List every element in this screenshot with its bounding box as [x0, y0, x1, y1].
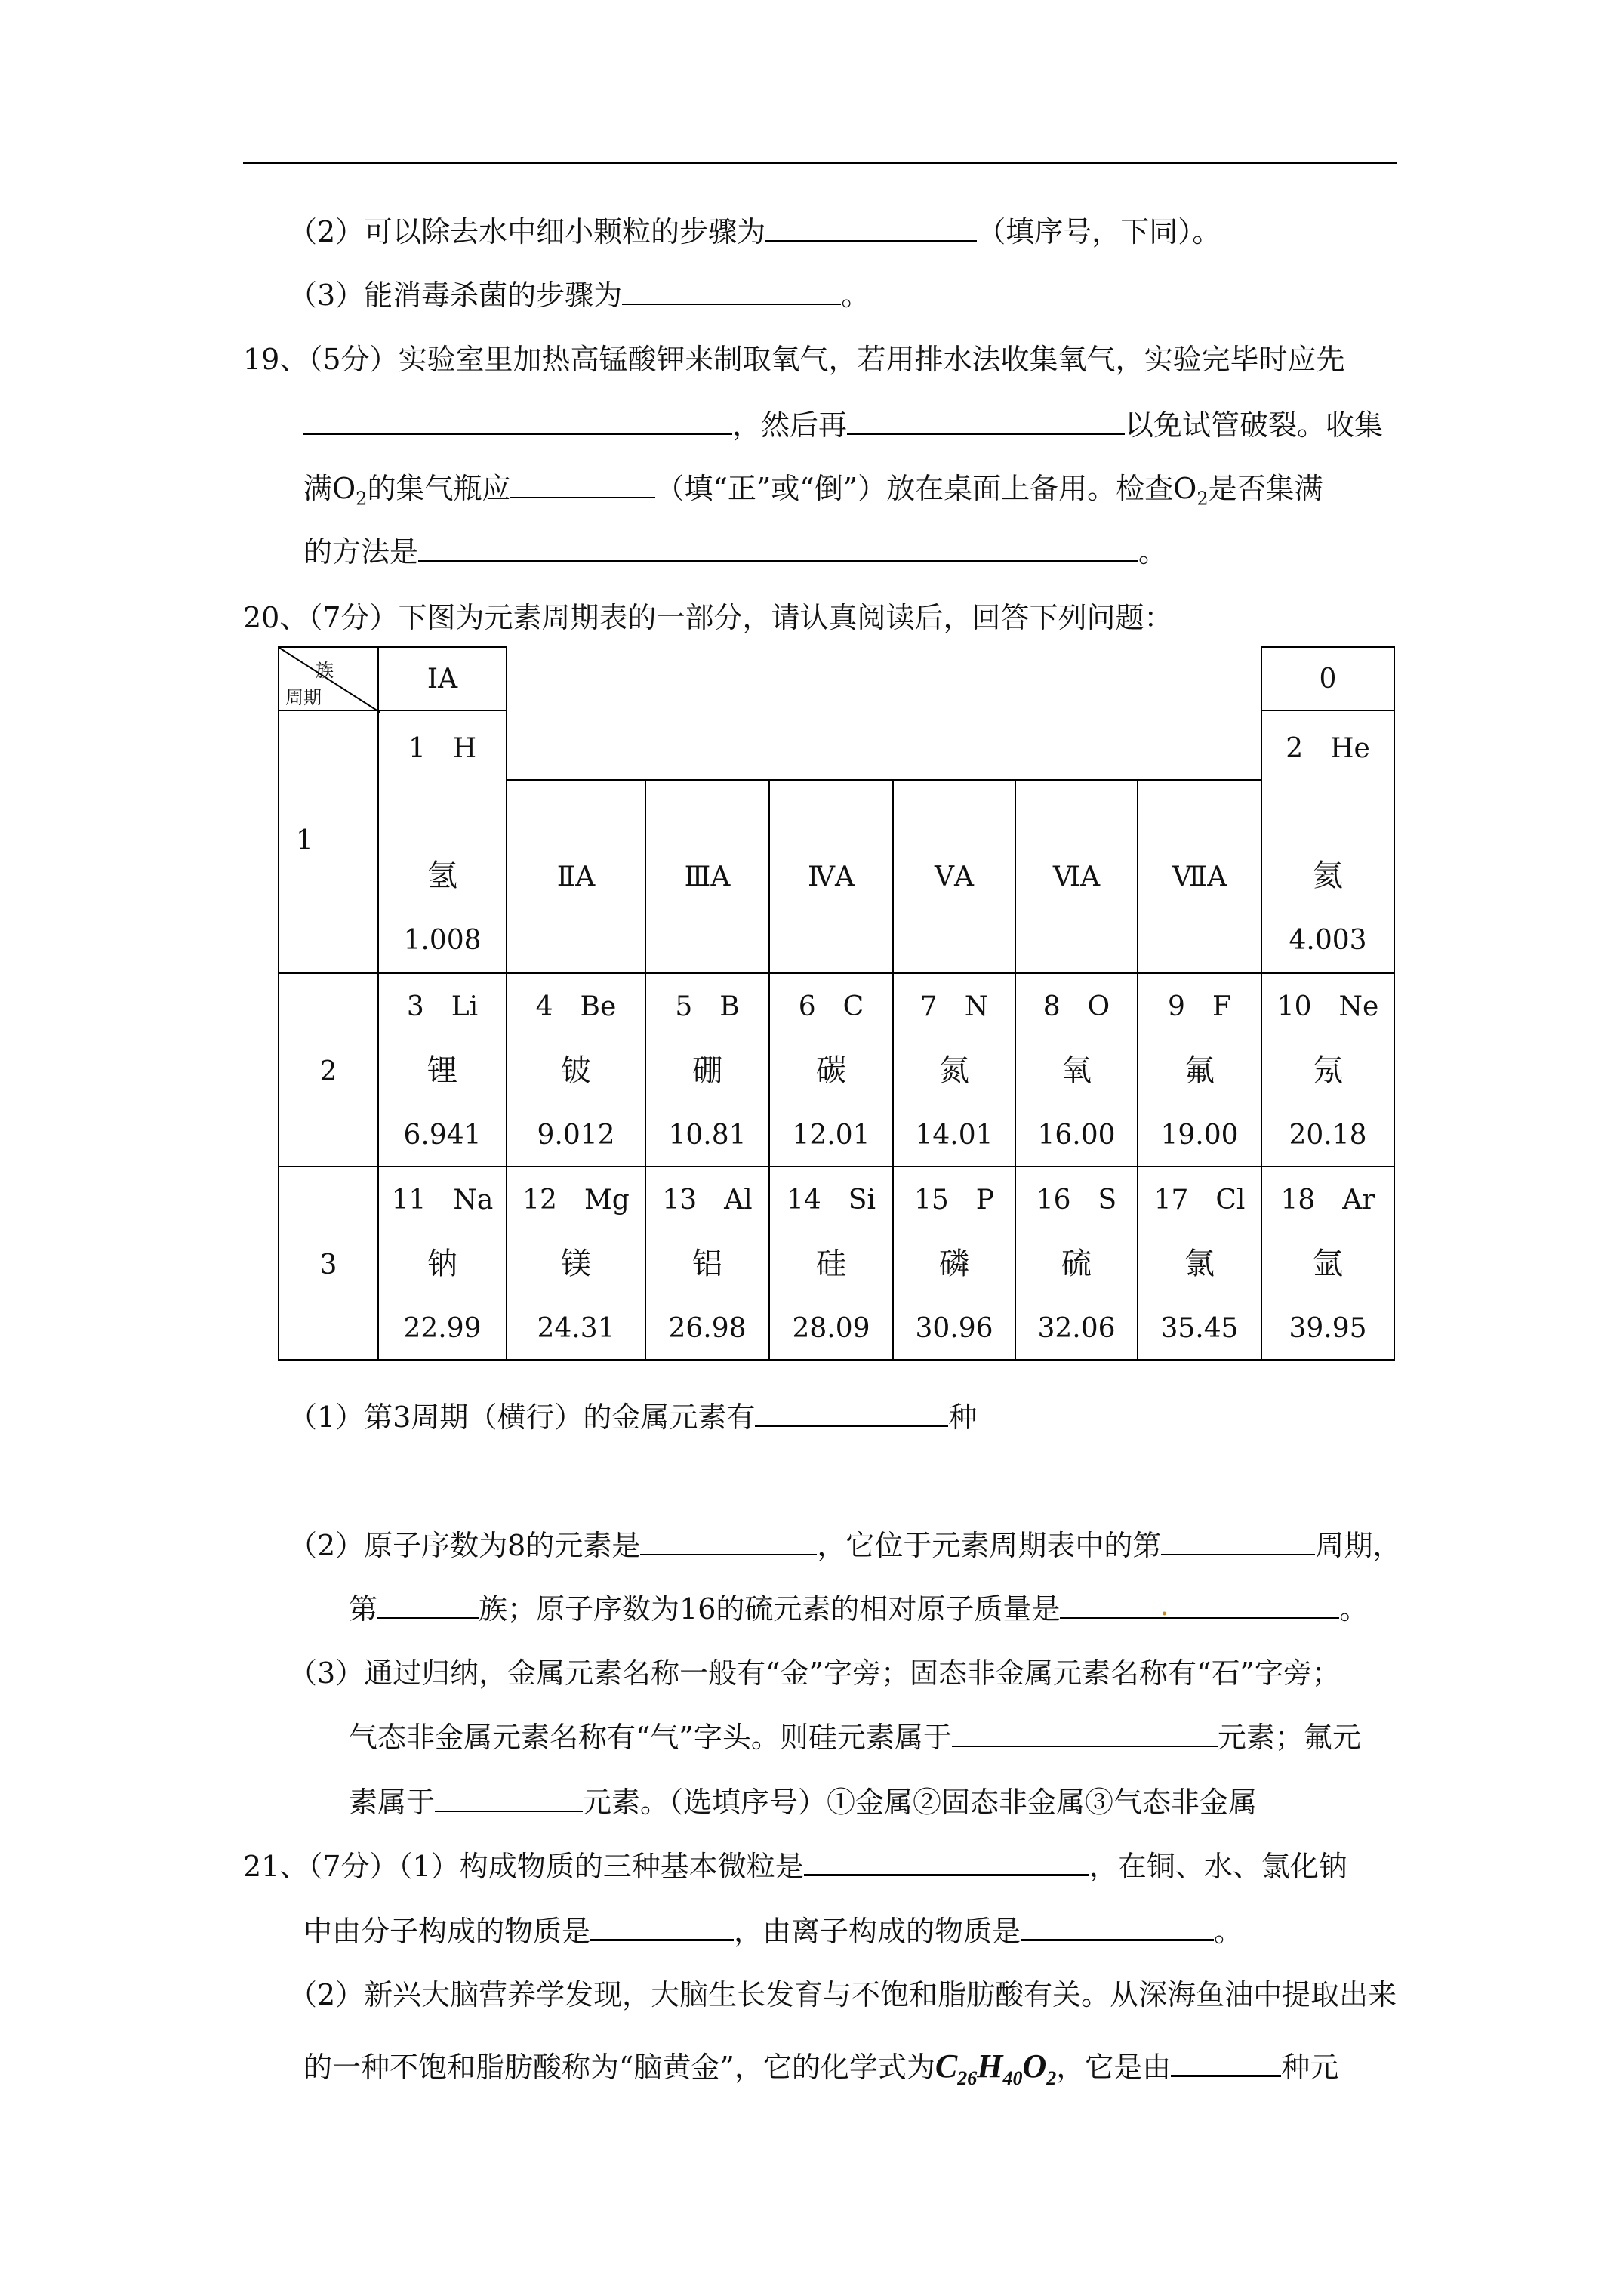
question-text: ，由离子构成的物质是 [734, 1915, 1021, 1948]
question-text: 中由分子构成的物质是 [303, 1915, 591, 1948]
element-name: 氧 [1061, 1053, 1092, 1088]
question-text: 种元 [1281, 2051, 1339, 2084]
element-mass: 26.98 [668, 1313, 747, 1344]
element-cell [645, 1166, 770, 1361]
answer-blank[interactable] [804, 1847, 1089, 1876]
answer-blank[interactable] [1161, 1527, 1315, 1555]
question-text: （2）新兴大脑营养学发现，大脑生长发育与不饱和脂肪酸有关。从深海鱼油中提取出来 [288, 1978, 1397, 2011]
formula-subscript: 26 [957, 2066, 978, 2089]
group-label: ⅢA [684, 861, 731, 892]
question-text: 19、（5分）实验室里加热高锰酸钾来制取氧气，若用排水法收集氧气，实验完毕时应先 [243, 343, 1345, 376]
formula-part: H [977, 2048, 1003, 2085]
question-19-line [243, 341, 1345, 378]
element-name: 磷 [939, 1247, 969, 1281]
question-text: 素属于 [349, 1786, 436, 1819]
question-text: （2）可以除去水中细小颗粒的步骤为 [288, 215, 766, 248]
group-label: 0 [1319, 664, 1337, 695]
answer-blank[interactable] [847, 406, 1125, 435]
element-mass: 22.99 [403, 1313, 482, 1344]
question-21-line [243, 1847, 1347, 1885]
element-number-symbol: 17 Cl [1153, 1185, 1246, 1216]
element-cell [506, 1166, 646, 1361]
question-text: 族；原子序数为16的硫元素的相对原子质量是 [479, 1592, 1061, 1626]
element-cell [1015, 1166, 1138, 1361]
group-header-VIA [1015, 779, 1138, 974]
question-text: 的方法是 [303, 535, 419, 569]
question-19-line [303, 533, 1167, 570]
period-label: 1 [296, 825, 313, 856]
question-text: 。 [841, 279, 870, 312]
element-number-symbol: 13 Al [662, 1185, 753, 1216]
element-mass: 16.00 [1037, 1120, 1116, 1151]
question-text: ，在铜、水、氯化钠 [1089, 1850, 1347, 1883]
element-mass: 24.31 [537, 1313, 615, 1344]
element-cell [377, 1166, 507, 1361]
element-mass: 39.95 [1289, 1313, 1367, 1344]
element-number-symbol: 3 Li [406, 991, 479, 1022]
element-cell [1261, 1166, 1395, 1361]
corner-group-label: 族 [316, 660, 334, 681]
question-21-line [303, 2048, 1338, 2097]
element-number-symbol: 1 H [408, 733, 477, 764]
question-text: 气态非金属元素名称有“气”字头。则硅元素属于 [349, 1721, 952, 1754]
answer-blank[interactable] [640, 1527, 817, 1555]
element-name: 硼 [692, 1053, 722, 1088]
question-text: （填序号，下同）。 [977, 215, 1221, 248]
question-text: 的集气瓶应 [367, 472, 511, 505]
element-mass: 10.81 [668, 1120, 747, 1151]
question-text: 周期， [1315, 1529, 1402, 1562]
element-mass: 12.01 [792, 1120, 870, 1151]
element-name: 镁 [561, 1247, 591, 1281]
element-name: 硅 [816, 1247, 846, 1281]
question-20-line [349, 1718, 1361, 1755]
question-text: 20、（7分）下图为元素周期表的一部分，请认真阅读后，回答下列问题： [243, 601, 1173, 634]
question-21-line [288, 1977, 1397, 2013]
element-number-symbol: 11 Na [391, 1185, 494, 1216]
element-name: 氯 [1184, 1247, 1215, 1281]
question-line [288, 213, 1221, 250]
question-text: 满O [303, 472, 356, 505]
element-name: 氦 [1313, 858, 1343, 893]
group-label: ⅤA [935, 861, 974, 892]
element-cell [1015, 972, 1138, 1167]
question-19-line [303, 406, 1383, 443]
answer-blank[interactable] [952, 1718, 1218, 1747]
period-label: 2 [319, 1056, 337, 1087]
element-number-symbol: 6 C [798, 991, 864, 1022]
element-mass: 35.45 [1160, 1313, 1239, 1344]
element-name: 铝 [692, 1247, 722, 1281]
question-text: 种 [948, 1401, 978, 1434]
question-text: 。 [1214, 1915, 1243, 1948]
element-number-symbol: 16 S [1036, 1185, 1117, 1216]
group-header-IA [377, 646, 507, 711]
period-label-cell [278, 1166, 379, 1361]
element-mass: 9.012 [537, 1120, 615, 1151]
group-header-IVA [768, 779, 894, 974]
element-cell-He [1261, 710, 1395, 974]
stray-mark: . [1160, 1589, 1169, 1622]
element-cell [1137, 1166, 1262, 1361]
element-name: 氩 [1313, 1247, 1343, 1281]
formula-part: C [935, 2048, 958, 2085]
element-cell [377, 972, 507, 1167]
group-header-VA [892, 779, 1016, 974]
question-19-line [303, 470, 1323, 517]
element-cell [1137, 972, 1262, 1167]
element-cell [768, 972, 894, 1167]
answer-blank[interactable] [765, 213, 977, 242]
group-label: ⅦA [1172, 861, 1227, 892]
element-mass: 32.06 [1037, 1313, 1116, 1344]
element-number-symbol: 10 Ne [1277, 991, 1379, 1022]
element-mass: 4.003 [1289, 925, 1367, 956]
question-text: 。 [1138, 535, 1168, 569]
formula-part: O [1022, 2048, 1047, 2085]
answer-blank[interactable] [1060, 1589, 1339, 1622]
element-number-symbol: 15 P [913, 1185, 995, 1216]
element-mass: 14.01 [915, 1120, 993, 1151]
answer-blank[interactable] [510, 470, 655, 498]
formula-subscript: 2 [1046, 2066, 1057, 2089]
element-cell [892, 1166, 1016, 1361]
formula-subscript: 40 [1002, 2066, 1023, 2089]
question-text: 元素；氟元 [1217, 1721, 1361, 1754]
element-name: 钠 [427, 1247, 457, 1281]
question-20-line [349, 1783, 1257, 1820]
element-mass: 6.941 [403, 1120, 482, 1151]
period-label-cell [278, 972, 379, 1167]
question-20-line [288, 1655, 1341, 1691]
question-text: （填“正”或“倒”）放在桌面上备用。检查O [655, 472, 1197, 505]
header-rule [243, 162, 1397, 164]
question-text: 是否集满 [1208, 472, 1323, 505]
element-mass: 19.00 [1160, 1120, 1239, 1151]
group-header-IIA [506, 779, 646, 974]
subscript: 2 [1196, 488, 1209, 510]
corner-period-label: 周期 [285, 687, 322, 708]
element-name: 铍 [561, 1053, 591, 1088]
subscript: 2 [356, 488, 368, 510]
element-number-symbol: 8 O [1042, 991, 1110, 1022]
element-name: 锂 [427, 1053, 457, 1088]
group-header-IIIA [645, 779, 770, 974]
question-text: 21、（7分）（1）构成物质的三种基本微粒是 [243, 1850, 804, 1883]
answer-blank[interactable] [377, 1590, 479, 1619]
element-name: 氖 [1313, 1053, 1343, 1088]
element-number-symbol: 2 He [1286, 733, 1370, 764]
answer-blank[interactable] [435, 1783, 583, 1812]
answer-blank[interactable] [303, 406, 732, 435]
group-header-VIIA [1137, 779, 1262, 974]
element-name: 氟 [1184, 1053, 1215, 1088]
period-label: 3 [319, 1250, 337, 1281]
question-text: （1）第3周期（横行）的金属元素有 [288, 1401, 756, 1434]
answer-blank[interactable] [418, 533, 1138, 562]
question-text: 第 [349, 1592, 378, 1626]
element-mass: 28.09 [792, 1313, 870, 1344]
question-text: ，然后再 [732, 408, 848, 442]
answer-blank[interactable] [755, 1398, 948, 1427]
question-21-line [303, 1912, 1243, 1949]
element-cell [1261, 972, 1395, 1167]
table-corner-cell [278, 646, 379, 711]
chemical-formula [935, 2048, 1057, 2089]
element-number-symbol: 4 Be [535, 991, 617, 1022]
question-20-line [288, 1527, 1401, 1564]
group-label: ⅥA [1052, 861, 1101, 892]
element-number-symbol: 14 Si [787, 1185, 876, 1216]
group-label: IA [427, 664, 458, 695]
element-cell [645, 972, 770, 1167]
question-20-line [243, 599, 1173, 636]
answer-blank[interactable] [622, 276, 841, 305]
element-number-symbol: 12 Mg [522, 1185, 630, 1216]
question-text: 。 [1339, 1592, 1369, 1626]
question-line [288, 276, 870, 313]
element-number-symbol: 9 F [1168, 991, 1231, 1022]
element-name: 氢 [427, 858, 457, 893]
element-cell [892, 972, 1016, 1167]
period-label-cell [278, 710, 379, 974]
question-text: ，它是由 [1056, 2051, 1172, 2084]
question-text: 的一种不饱和脂肪酸称为“脑黄金”，它的化学式为 [303, 2051, 935, 2084]
element-number-symbol: 18 Ar [1280, 1185, 1375, 1216]
element-number-symbol: 7 N [919, 991, 989, 1022]
answer-blank[interactable] [1171, 2048, 1281, 2077]
question-20-line [349, 1590, 1368, 1627]
question-text: ，它位于元素周期表中的第 [817, 1529, 1162, 1562]
element-cell [768, 1166, 894, 1361]
question-text: （3）能消毒杀菌的步骤为 [288, 279, 623, 312]
question-text: 元素。（选填序号）①金属②固态非金属③气态非金属 [583, 1786, 1258, 1819]
question-text: （2）原子序数为8的元素是 [288, 1529, 641, 1562]
question-text: 以免试管破裂。收集 [1125, 408, 1384, 442]
element-number-symbol: 5 B [675, 991, 740, 1022]
element-cell-H [377, 710, 507, 974]
element-cell [506, 972, 646, 1167]
element-mass: 20.18 [1289, 1120, 1367, 1151]
element-name: 氮 [939, 1053, 969, 1088]
question-text: （3）通过归纳，金属元素名称一般有“金”字旁；固态非金属元素名称有“石”字旁； [288, 1657, 1341, 1690]
group-label: ⅣA [808, 861, 855, 892]
element-mass: 1.008 [403, 925, 482, 956]
answer-blank[interactable] [590, 1912, 734, 1941]
group-label: ⅡA [556, 861, 596, 892]
element-mass: 30.96 [915, 1313, 993, 1344]
question-20-line [288, 1398, 977, 1435]
element-name: 碳 [816, 1053, 846, 1088]
element-name: 硫 [1061, 1247, 1092, 1281]
answer-blank[interactable] [1021, 1912, 1214, 1941]
group-header-0 [1261, 646, 1395, 711]
